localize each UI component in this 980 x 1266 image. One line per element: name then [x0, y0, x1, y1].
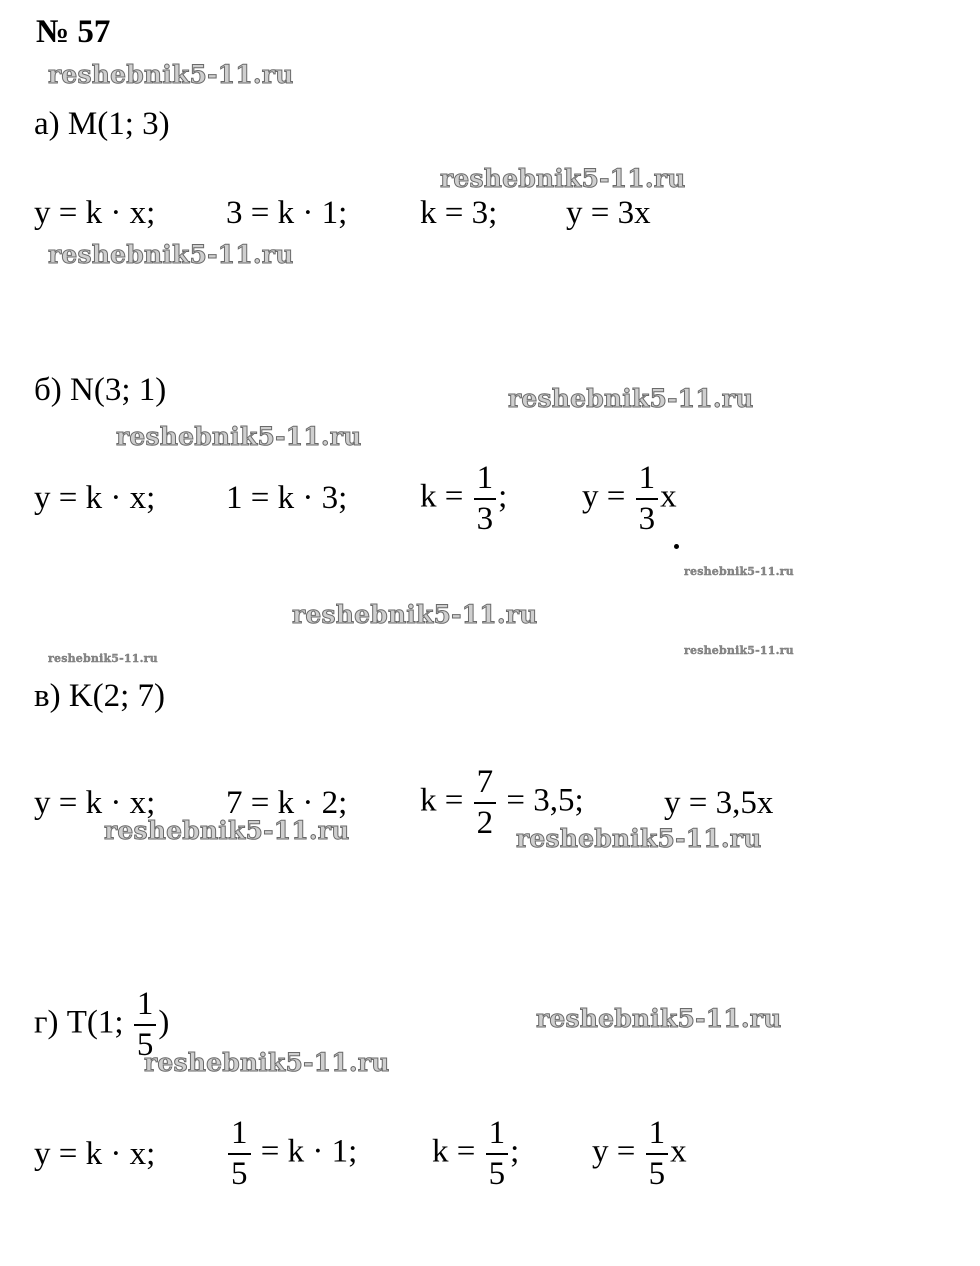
part-g-eq1: y = k · x;: [34, 1136, 156, 1172]
part-v-eq1: y = k · x;: [34, 785, 156, 821]
fraction-numerator: 7: [476, 764, 494, 800]
fraction-denominator: 3: [638, 501, 656, 537]
part-g-label-suffix: ): [158, 1004, 170, 1041]
part-g-y-expression: [592, 1117, 687, 1191]
watermark-small: reshebnik5-11.ru: [684, 644, 794, 657]
fraction-denominator: 5: [648, 1156, 666, 1192]
fraction-numerator: 1: [648, 1115, 666, 1151]
part-v-label: в) K(2; 7): [34, 678, 166, 714]
part-v-k-fraction: [474, 766, 497, 840]
part-b-y-expression: [582, 462, 677, 536]
fraction-denominator: 2: [476, 805, 494, 841]
part-a-eq4: y = 3x: [566, 195, 651, 231]
fraction-bar: [636, 498, 659, 500]
fraction-numerator: 1: [231, 1115, 248, 1151]
part-b-k-prefix: k =: [420, 478, 464, 515]
watermark-small: reshebnik5-11.ru: [684, 565, 794, 578]
part-a-label: а) M(1; 3): [34, 106, 170, 142]
fraction-bar: [228, 1153, 251, 1155]
watermark: reshebnik5-11.ru: [536, 1004, 782, 1033]
fraction-numerator: 1: [136, 986, 154, 1022]
part-b-eq1: y = k · x;: [34, 480, 156, 516]
fraction-denominator: 3: [476, 501, 494, 537]
watermark: reshebnik5-11.ru: [116, 422, 362, 451]
part-g-eq2: [226, 1117, 357, 1191]
part-a-eq2: 3 = k · 1;: [226, 195, 348, 231]
part-b-y-suffix: x: [660, 478, 677, 515]
part-v-eq2: 7 = k · 2;: [226, 785, 348, 821]
part-b-k-expression: [420, 462, 507, 536]
watermark: reshebnik5-11.ru: [104, 816, 350, 845]
fraction-bar: [646, 1153, 669, 1155]
watermark: reshebnik5-11.ru: [48, 60, 294, 89]
watermark: reshebnik5-11.ru: [440, 164, 686, 193]
watermark: reshebnik5-11.ru: [292, 600, 538, 629]
fraction-bar: [474, 498, 497, 500]
part-b-k-suffix: ;: [498, 478, 508, 515]
fraction-denominator: 5: [136, 1027, 154, 1063]
fraction-numerator: 1: [638, 460, 656, 496]
part-b-label: б) N(3; 1): [34, 372, 167, 408]
watermark: reshebnik5-11.ru: [516, 824, 762, 853]
part-b-k-fraction: [474, 462, 497, 536]
stray-dot: [674, 544, 679, 549]
part-a-eq3: k = 3;: [420, 195, 498, 231]
part-g-k-suffix: ;: [510, 1133, 520, 1170]
fraction-denominator: 5: [231, 1156, 248, 1192]
part-g-y-fraction: [646, 1117, 669, 1191]
watermark: reshebnik5-11.ru: [48, 240, 294, 269]
part-g-y-suffix: x: [670, 1133, 687, 1170]
watermark: reshebnik5-11.ru: [508, 384, 754, 413]
part-g-eq2-suffix: = k · 1;: [260, 1133, 358, 1170]
part-g-lhs-fraction: [228, 1117, 251, 1191]
fraction-denominator: 5: [488, 1156, 506, 1192]
part-v-k-suffix: = 3,5;: [506, 782, 584, 819]
part-g-y-prefix: y =: [592, 1133, 636, 1170]
part-g-label-prefix: г) T(1;: [34, 1004, 124, 1041]
fraction-numerator: 1: [476, 460, 494, 496]
part-b-y-fraction: [636, 462, 659, 536]
part-v-eq4: y = 3,5x: [664, 785, 774, 821]
part-g-k-prefix: k =: [432, 1133, 476, 1170]
part-g-k-expression: [432, 1117, 519, 1191]
fraction-bar: [474, 802, 497, 804]
problem-number: № 57: [36, 14, 111, 50]
part-a-eq1: y = k · x;: [34, 195, 156, 231]
part-g-k-fraction: [486, 1117, 509, 1191]
part-b-eq2: 1 = k · 3;: [226, 480, 348, 516]
watermark: reshebnik5-11.ru: [144, 1048, 390, 1077]
fraction-numerator: 1: [488, 1115, 506, 1151]
part-v-k-prefix: k =: [420, 782, 464, 819]
fraction-bar: [486, 1153, 509, 1155]
part-b-y-prefix: y =: [582, 478, 626, 515]
fraction-bar: [134, 1024, 157, 1026]
watermark-small: reshebnik5-11.ru: [48, 652, 158, 665]
